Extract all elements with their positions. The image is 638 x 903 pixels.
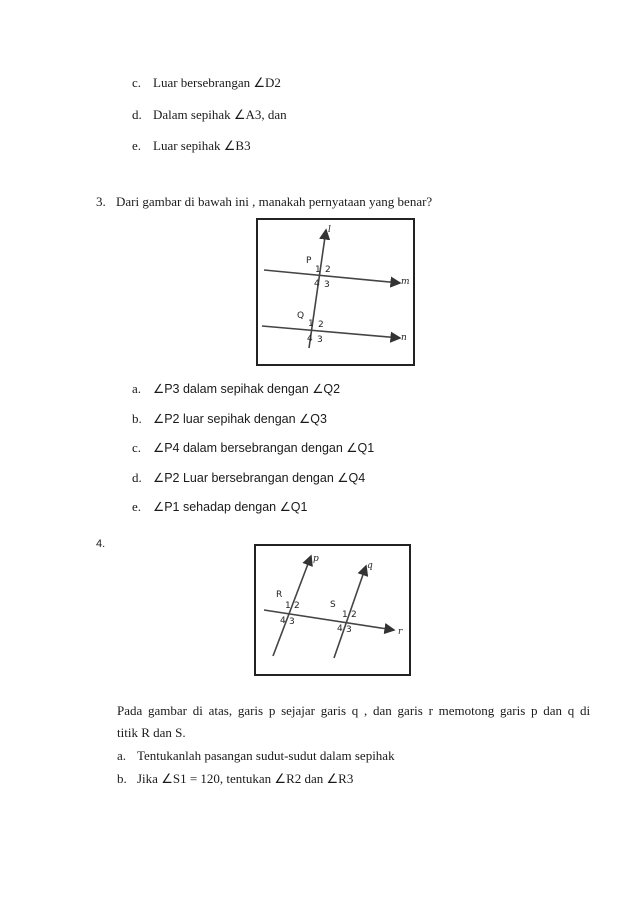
option-text: ∠P2 Luar bersebrangan dengan ∠Q4 [153, 471, 366, 485]
option-text: Dalam sepihak ∠A3, dan [153, 107, 287, 122]
option-text: ∠P3 dalam sepihak dengan ∠Q2 [153, 382, 341, 396]
option-text: ∠P2 luar sepihak dengan ∠Q3 [153, 412, 327, 426]
label-Q: Q [297, 311, 305, 321]
task-text: Jika ∠S1 = 120, tentukan ∠R2 dan ∠R3 [137, 771, 354, 786]
q4-text-line2: titik R dan S. [117, 725, 186, 740]
label-R2: 2 [294, 601, 300, 611]
option-text: ∠P4 dalam bersebrangan dengan ∠Q1 [153, 441, 375, 455]
label-Q4: 4 [307, 334, 313, 344]
label-R: R [276, 590, 283, 600]
label-r: r [398, 627, 403, 637]
label-S1: 1 [342, 610, 348, 620]
q4-figure [254, 544, 411, 676]
task-text: Tentukanlah pasangan sudut-sudut dalam sepihak [137, 748, 395, 763]
label-P3: 3 [324, 280, 330, 290]
label-S: S [330, 600, 336, 610]
option-text: ∠P1 sehadap dengan ∠Q1 [153, 500, 308, 514]
option-letter: a. [132, 381, 142, 396]
task-letter: b. [117, 771, 127, 786]
option-letter: e. [132, 499, 142, 514]
option-letter: d. [132, 107, 142, 122]
label-R4: 4 [280, 616, 286, 626]
label-S4: 4 [337, 624, 343, 634]
label-P4: 4 [314, 279, 320, 289]
label-S2: 2 [351, 610, 357, 620]
label-S3: 3 [346, 625, 352, 635]
label-m: m [401, 277, 410, 287]
label-Q3: 3 [317, 335, 323, 345]
label-R3: 3 [289, 617, 295, 627]
option-letter: b. [132, 411, 142, 426]
option-text: Luar bersebrangan ∠D2 [153, 75, 281, 90]
q4-text-line1: Pada gambar di atas, garis p sejajar garis q , dan garis r memotong garis p dan q di [117, 703, 591, 718]
option-letter: c. [132, 440, 142, 455]
q4-diagram [256, 546, 409, 674]
parallel-line-p [273, 556, 311, 656]
option-text: Luar sepihak ∠B3 [153, 138, 251, 153]
label-p: p [313, 554, 319, 564]
task-letter: a. [117, 748, 127, 763]
option-letter: d. [132, 470, 142, 485]
q4-number: 4. [96, 538, 106, 550]
option-letter: c. [132, 75, 142, 90]
label-P1: 1 [315, 265, 321, 275]
label-q: q [367, 561, 373, 571]
parallel-line-q [334, 566, 366, 658]
label-l: l [328, 225, 331, 235]
label-n: n [401, 333, 407, 343]
q3-figure [256, 218, 415, 366]
parallel-line-n [262, 326, 400, 338]
label-P: P [306, 256, 312, 266]
label-P2: 2 [325, 265, 331, 275]
q3-question: Dari gambar di bawah ini , manakah pernyataan yang benar? [116, 194, 433, 209]
q3-number: 3. [96, 194, 106, 209]
parallel-line-m [264, 270, 400, 283]
label-Q2: 2 [318, 320, 324, 330]
label-Q1: 1 [308, 319, 314, 329]
q3-diagram [258, 220, 413, 364]
option-letter: e. [132, 138, 142, 153]
label-R1: 1 [285, 601, 291, 611]
